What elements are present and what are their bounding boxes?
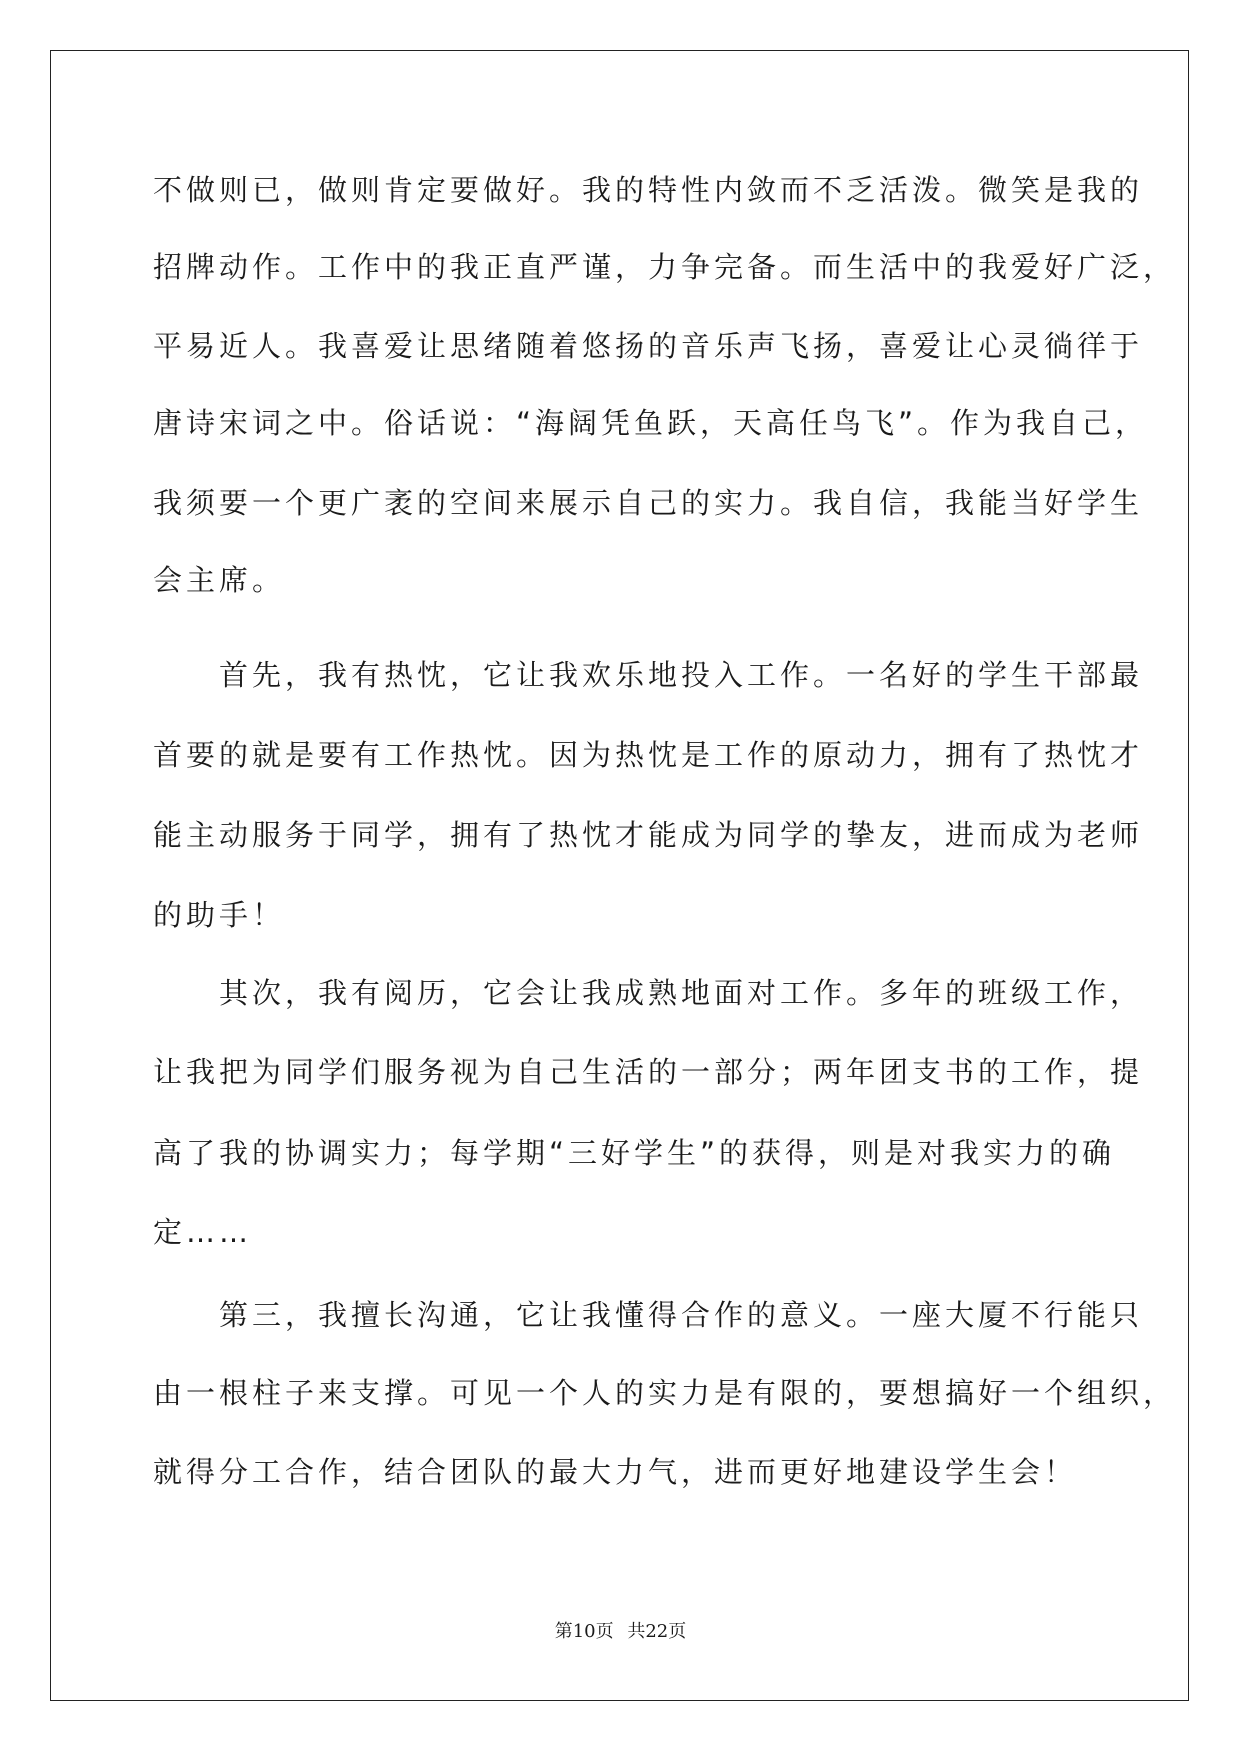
body-text-line: 高了我的协调实力；每学期“三好学生”的获得，则是对我实力的确	[153, 1136, 1116, 1170]
body-text-line: 的助手！	[153, 898, 286, 932]
body-text-line: 不做则已，做则肯定要做好。我的特性内敛而不乏活泼。微笑是我的	[153, 173, 1144, 207]
body-text-line: 首先，我有热忱，它让我欢乐地投入工作。一名好的学生干部最	[153, 658, 1144, 692]
body-text-line: 就得分工合作，结合团队的最大力气，进而更好地建设学生会！	[153, 1455, 1078, 1489]
body-text-line: 第三，我擅长沟通，它让我懂得合作的意义。一座大厦不行能只	[153, 1298, 1144, 1332]
body-text-line: 唐诗宋词之中。俗话说：“海阔凭鱼跃，天高任鸟飞”。作为我自己，	[153, 406, 1149, 440]
body-text-line: 能主动服务于同学，拥有了热忱才能成为同学的挚友，进而成为老师	[153, 818, 1144, 852]
body-text-line: 让我把为同学们服务视为自己生活的一部分；两年团支书的工作，提	[153, 1055, 1144, 1089]
body-text-line: 平易近人。我喜爱让思绪随着悠扬的音乐声飞扬，喜爱让心灵徜徉于	[153, 329, 1144, 363]
body-text-line: 其次，我有阅历，它会让我成熟地面对工作。多年的班级工作，	[153, 976, 1144, 1010]
body-text-line: 我须要一个更广袤的空间来展示自己的实力。我自信，我能当好学生	[153, 486, 1144, 520]
body-text-line: 会主席。	[153, 563, 286, 597]
page-total: 共22页	[627, 1621, 687, 1642]
page-footer	[0, 1620, 1241, 1644]
body-text-line: 招牌动作。工作中的我正直严谨，力争完备。而生活中的我爱好广泛，	[153, 250, 1177, 284]
body-text-line: 由一根柱子来支撑。可见一个人的实力是有限的，要想搞好一个组织，	[153, 1376, 1177, 1410]
body-text-line: 定……	[153, 1215, 253, 1249]
body-text-line: 首要的就是要有工作热忱。因为热忱是工作的原动力，拥有了热忱才	[153, 738, 1144, 772]
page-number: 第10页	[554, 1621, 614, 1642]
